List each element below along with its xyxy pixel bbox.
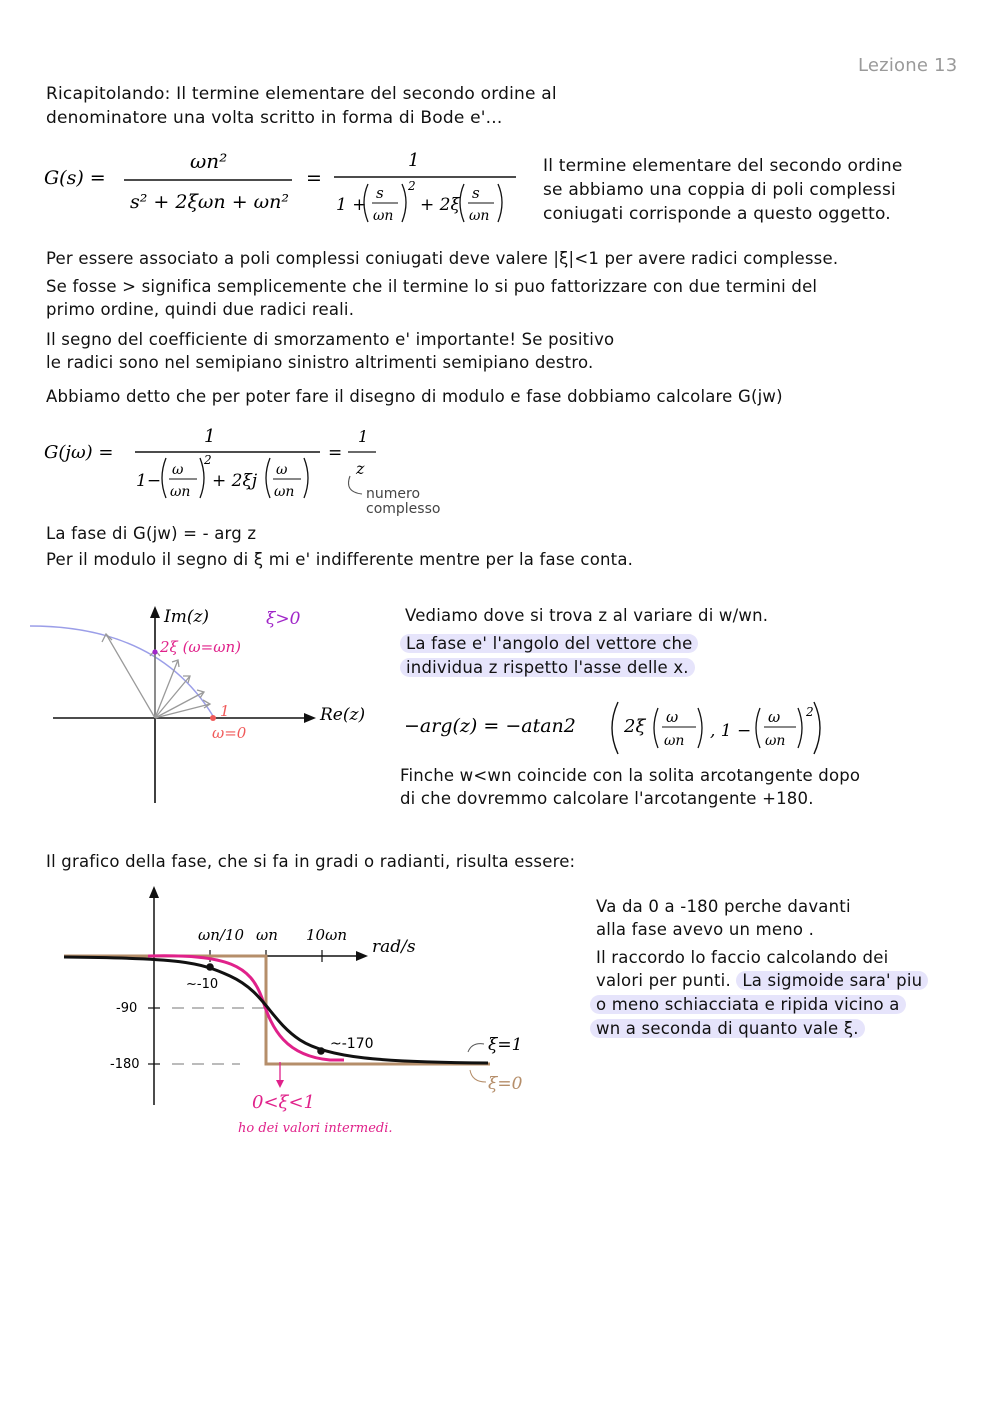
arg-formula-main: −arg(z) = −atan2 <box>404 715 576 737</box>
xi-one-label: ξ=1 <box>488 1035 523 1055</box>
bottom-highlight-6 <box>590 1017 865 1041</box>
formula2-wn: ωn <box>170 484 191 500</box>
arg-square: 2 <box>806 705 814 719</box>
side-note-line-2: se abbiamo una coppia di poli complessi <box>543 180 896 200</box>
bottom-line-1: Va da 0 a -180 perche davanti <box>596 897 851 916</box>
right-line-1: Vediamo dove si trova z al variare di w/wn. <box>405 606 769 625</box>
point-one-label: 1 <box>220 702 230 720</box>
formula-numerator: ωn² <box>190 149 228 173</box>
y-label-90: -90 <box>116 1001 138 1016</box>
point-2xi <box>152 649 157 654</box>
intro-line-1: Ricapitolando: Il termine elementare del secondo ordine al <box>46 84 557 104</box>
side-note-line-1: Il termine elementare del secondo ordine <box>543 156 903 176</box>
formula2-den-part2: + 2ξj <box>212 471 258 491</box>
formula-g-s-label: G(s) = <box>44 167 106 189</box>
right-line-4: Finche w<wn coincide con la solita arcotangente dopo <box>400 766 861 785</box>
point-2xi-label: 2ξ (ω=ωn) <box>160 638 241 656</box>
bottom-line-5: o meno schiacciata e ripida vicino a <box>590 995 906 1014</box>
formula-square: 2 <box>408 179 416 193</box>
im-axis-label: Im(z) <box>164 607 210 627</box>
formula-numerator-one: 1 <box>408 150 420 171</box>
formula-wn-2: ωn <box>469 208 490 224</box>
formula2-square: 2 <box>204 453 212 467</box>
point-minus-10 <box>206 963 214 971</box>
formula-s-2: s <box>472 184 480 202</box>
point-right-label: ~-170 <box>330 1036 374 1052</box>
xi-positive-label: ξ>0 <box>266 609 301 629</box>
formula2-omega-2: ω <box>276 462 288 478</box>
formula2-note-2: complesso <box>366 501 441 517</box>
bottom-line-2: alla fase avevo un meno . <box>596 920 815 939</box>
right-line-3: individua z rispetto l'asse delle x. <box>400 658 695 677</box>
formula-den-part2: + 2ξ <box>420 195 460 215</box>
intro-line-2: denominatore una volta scritto in forma di Bode e'... <box>46 108 503 128</box>
formula2-omega: ω <box>172 462 184 478</box>
bottom-line-4b: La sigmoide sara' piu <box>736 971 928 990</box>
tick-wn: ωn <box>256 926 278 944</box>
side-note-line-3: coniugati corrisponde a questo oggetto. <box>543 204 891 224</box>
arg-wn-2: ωn <box>765 733 786 749</box>
point-minus-170 <box>317 1047 325 1055</box>
tick-wn-10: ωn/10 <box>198 926 245 944</box>
arg-inner-second: , 1 − <box>710 721 752 741</box>
arg-formula <box>400 696 830 760</box>
formula-denominator: s² + 2ξωn + ωn² <box>130 191 289 213</box>
arg-inner-2xi: 2ξ <box>624 716 646 737</box>
xi-range-label: 0<ξ<1 <box>252 1092 315 1113</box>
right-line-2: La fase e' l'angolo del vettore che <box>400 634 698 653</box>
right-line-5: di che dovremmo calcolare l'arcotangente +180. <box>400 789 814 808</box>
arg-omega: ω <box>666 708 679 726</box>
point-one <box>210 715 216 721</box>
formula2-lhs: G(jω) = <box>44 442 114 463</box>
formula-equals: = <box>306 167 322 189</box>
complex-plane-diagram <box>28 598 388 813</box>
right-highlight-1 <box>400 632 698 656</box>
intermediate-note: ho dei valori intermedi. <box>238 1121 393 1136</box>
para-line-6: Abbiamo detto che per poter fare il disegno di modulo e fase dobbiamo calcolare G(jw) <box>46 387 783 406</box>
formula2-note-1: numero <box>366 486 421 502</box>
lesson-label: Lezione 13 <box>858 55 958 76</box>
tick-10wn: 10ωn <box>306 926 347 944</box>
x-unit-label: rad/s <box>372 937 416 957</box>
arg-wn: ωn <box>664 733 685 749</box>
para-line-3: primo ordine, quindi due radici reali. <box>46 300 355 319</box>
y-label-180: -180 <box>110 1057 140 1072</box>
formula2-numerator: 1 <box>204 426 216 447</box>
formula2-equals: = <box>328 443 343 463</box>
right-highlight-2 <box>400 656 695 680</box>
bottom-highlight-5 <box>590 993 906 1017</box>
bottom-line-3: Il raccordo lo faccio calcolando dei <box>596 948 889 967</box>
phase-line-1: La fase di G(jw) = - arg z <box>46 524 257 543</box>
bottom-line-6: wn a seconda di quanto vale ξ. <box>590 1019 865 1038</box>
para-line-2: Se fosse > significa semplicemente che il termine lo si puo fattorizzare con due termini del <box>46 277 818 296</box>
bottom-line-4 <box>596 969 928 993</box>
formula2-wn-2: ωn <box>274 484 295 500</box>
formula-bode-second-order <box>40 140 530 235</box>
para-line-5: le radici sono nel semipiano sinistro altrimenti semipiano destro. <box>46 353 594 372</box>
formula-den-part1: 1 + <box>336 195 367 215</box>
formula-s: s <box>376 184 384 202</box>
point-left-label: ~-10 <box>186 977 219 992</box>
xi-zero-label: ξ=0 <box>488 1074 523 1094</box>
phase-plot <box>60 880 560 1140</box>
formula2-rhs-den: z <box>356 459 365 478</box>
omega-zero-label: ω=0 <box>212 724 247 742</box>
arg-omega-2: ω <box>768 708 781 726</box>
formula2-den-part1: 1− <box>136 471 162 491</box>
para-line-1: Per essere associato a poli complessi coniugati deve valere |ξ|<1 per avere radici complesse. <box>46 249 839 268</box>
para-line-4: Il segno del coefficiente di smorzamento e' importante! Se positivo <box>46 330 615 349</box>
bottom-line-4a: valori per punti. <box>596 971 731 990</box>
phase-line-2: Per il modulo il segno di ξ mi e' indifferente mentre per la fase conta. <box>46 550 634 569</box>
re-axis-label: Re(z) <box>320 705 366 725</box>
formula-wn: ωn <box>373 208 394 224</box>
formula-g-jw <box>40 420 490 520</box>
graph-intro: Il grafico della fase, che si fa in gradi o radianti, risulta essere: <box>46 852 576 871</box>
formula2-rhs-num: 1 <box>358 427 369 446</box>
